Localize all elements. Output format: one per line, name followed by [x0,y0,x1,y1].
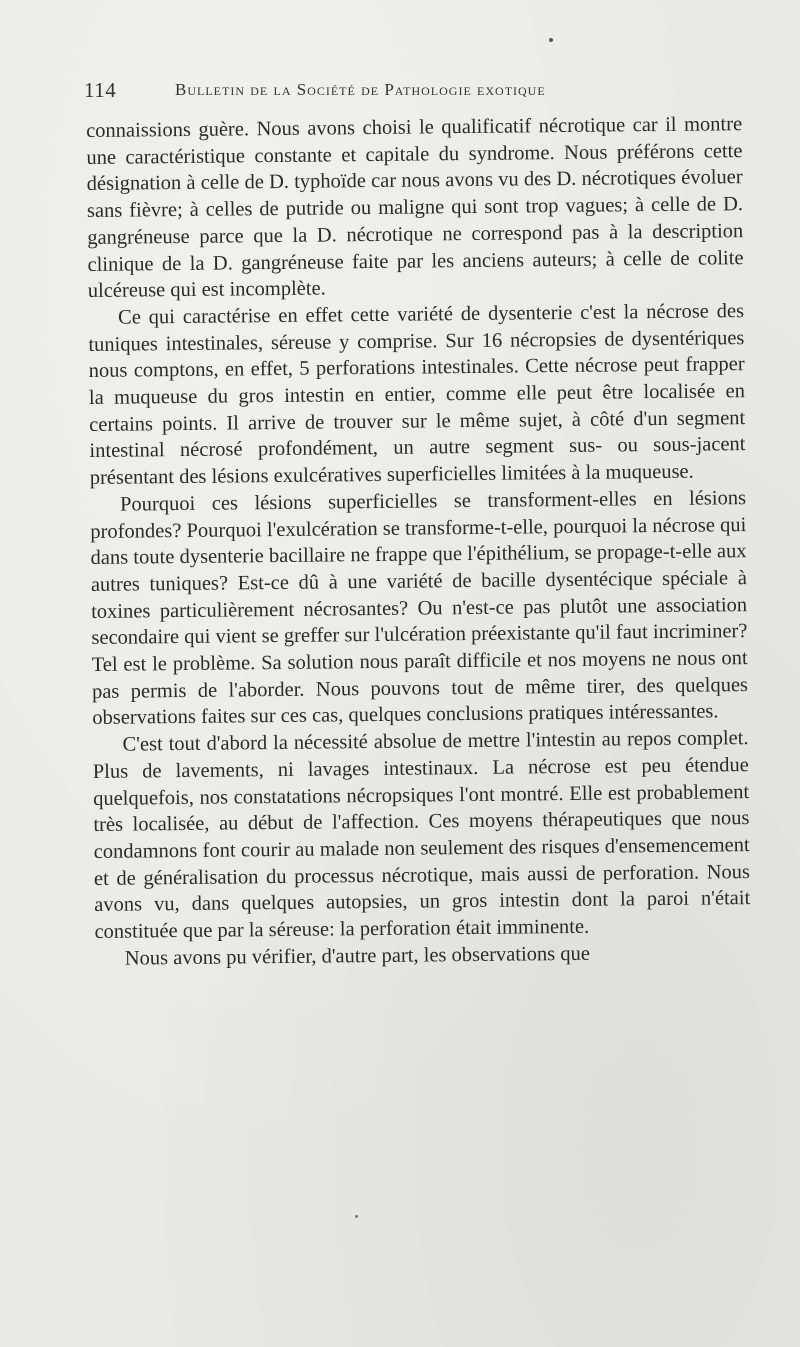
paragraph-continuation: connaissions guère. Nous avons choisi le qualificatif nécrotique car il montre une caractéristique constante et capitale du syndrome. Nous préférons cette désignation à celle de D. typhoïde car nous avons vu des D. nécrotiques évoluer sans fièvre; à celles de putride ou maligne qui sont trop vagues; à celle de D. gangréneuse parce que la D. nécrotique ne correspond pas à la description clinique de la D. gangréneuse faite par les anciens auteurs; à celle de colite ulcéreuse qui est incomplète. [86,113,744,303]
paragraph-verifier: Nous avons pu vérifier, d'autre part, les observations que [124,942,591,970]
body-text [86,111,751,972]
page-number: 114 [84,78,117,102]
page-header [84,76,664,106]
print-speck [355,1215,358,1218]
paragraph-pourquoi: Pourquoi ces lésions superficielles se transforment-elles en lésions profondes? Pourquoi l'exulcération se transforme-t-elle, pourquoi la nécrose qui dans toute dysenterie bacillaire ne frappe que l'épithélium, se propage-t-elle aux autres tuniques? Est-ce dû à une variété de bacille dysentécique spéciale à toxines particulièrement nécrosantes? Ou n'est-ce pas plutôt une association secondaire qui vient se greffer sur l'ulcération préexistante qu'il faut incriminer? Tel est le problème. Sa solution nous paraît difficile et nos moyens ne nous ont pas permis de l'aborder. Nous pouvons tout de même tirer, des quelques observations faites sur ces cas, quelques conclusions pratiques intéressantes. [90,486,749,730]
running-title: Bulletin de la Société de Pathologie exotique [175,80,546,99]
print-speck [549,38,553,42]
paragraph-repos: C'est tout d'abord la nécessité absolue de mettre l'intestin au repos complet. Plus de lavements, ni lavages intestinaux. La nécrose est peu étendue quelquefois, nos constatations nécropsiques l'ont montré. Elle est probablement très localisée, au début de l'affection. Ces moyens thérapeutiques que nous condamnons font courir au malade non seulement des risques d'ensemencement et de généralisation du processus nécrotique, mais aussi de perforation. Nous avons vu, dans quelques autopsies, un gros intestin dont la paroi n'était constituée que par la séreuse: la perforation était imminente. [92,727,751,944]
paragraph-necrose: Ce qui caractérise en effet cette variété de dysenterie c'est la nécrose des tuniques intestinales, séreuse y comprise. Sur 16 nécropsies de dysentériques nous comptons, en effet, 5 perforations intestinales. Cette nécrose peut frapper la muqueuse du gros intestin en entier, comme elle peut être localisée en certains points. Il arrive de trouver sur le même sujet, à côté d'un segment intestinal nécrosé profondément, un autre segment sus- ou sous-jacent présentant des lésions exulcératives superficielles limitées à la muqueuse. [88,300,746,490]
